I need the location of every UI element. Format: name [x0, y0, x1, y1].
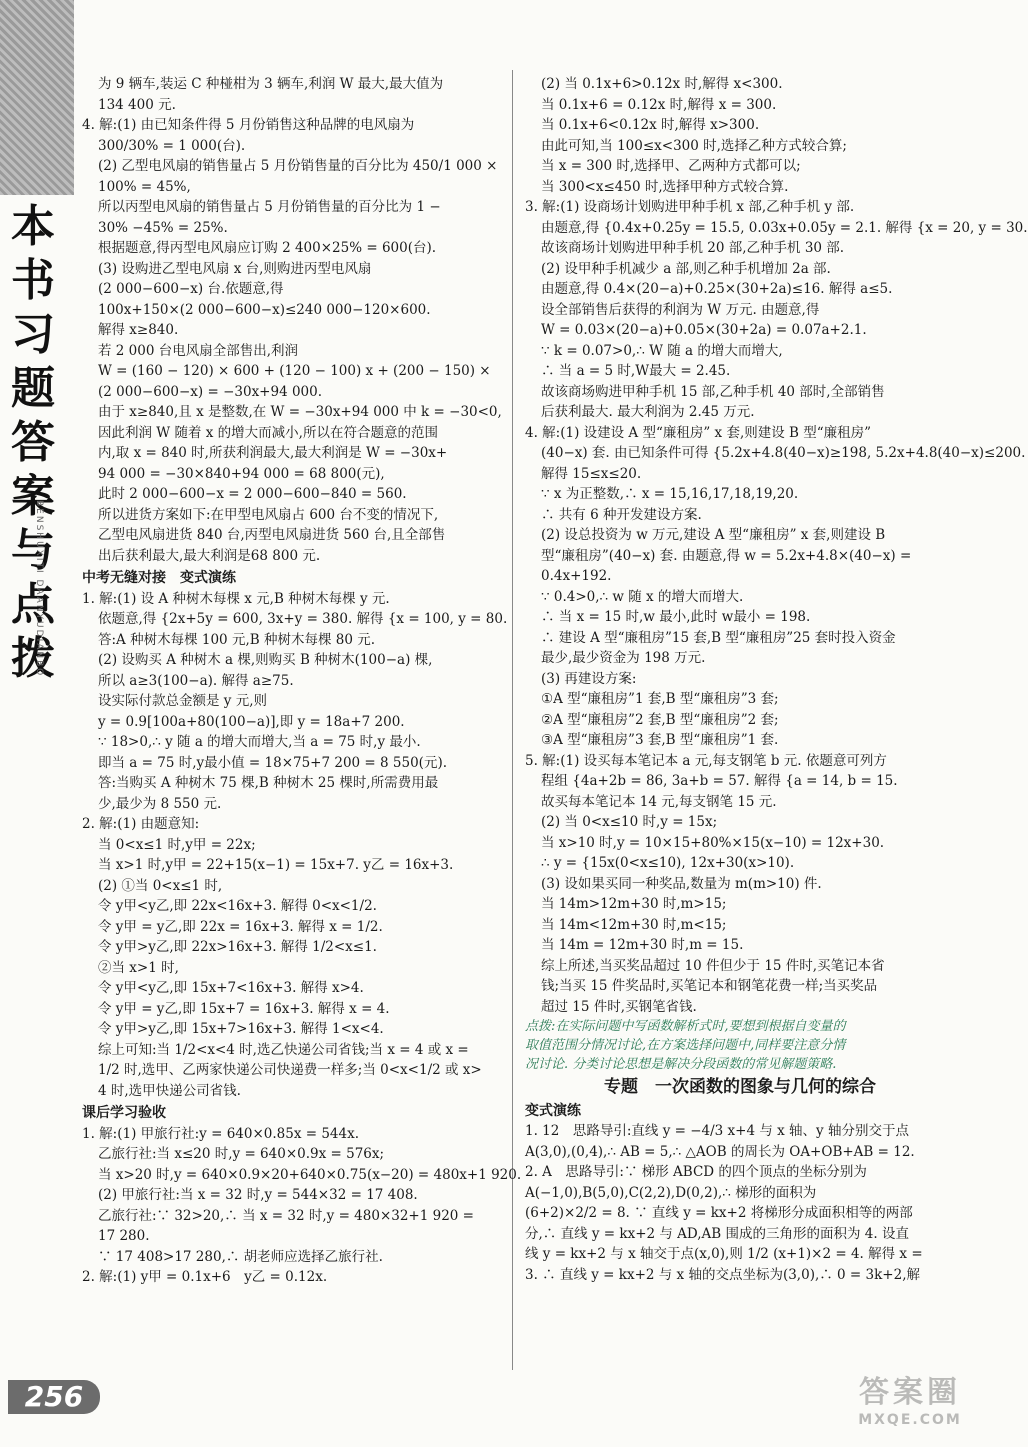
text-line: 当 14m<12m+30 时,m<15; — [541, 916, 727, 933]
section-heading: 中考无缝对接 变式演练 — [82, 570, 236, 586]
text-line: (3) 再建设方案: — [541, 670, 637, 687]
text-line: 4. 解:(1) 由已知条件得 5 月份销售这种品牌的电风扇为 — [82, 117, 415, 133]
text-line: 5. 解:(1) 设买每本笔记本 a 元,每支钢笔 b 元. 依题意可列方 — [525, 752, 887, 769]
text-line: 所以丙型电风扇的销售量占 5 月份销售量的百分比为 1 − — [98, 199, 441, 215]
text-line: 2. 解:(1) 由题意知: — [82, 816, 200, 832]
text-line: 答:当购买 A 种树木 75 棵,B 种树木 25 棵时,所需费用最 — [98, 775, 439, 791]
text-line: 解得 x≥840. — [98, 322, 179, 338]
text-line: ∵ 0.4>0,∴ w 随 x 的增大而增大. — [541, 588, 744, 605]
text-line: 为 9 辆车,装运 C 种椪柑为 3 辆车,利润 W 最大,最大值为 — [98, 76, 444, 92]
text-line: 当 x>20 时,y = 640×0.9×20+640×0.75(x−20) = 480x+1 920. — [98, 1166, 522, 1183]
text-line: 程组 {4a+2b = 86, 3a+b = 57. 解得 {a = 14, b = 15. — [541, 773, 898, 789]
text-line: 1. 解:(1) 甲旅行社:y = 640×0.85x = 544x. — [82, 1125, 360, 1142]
tip-line: 点拨:在实际问题中写函数解析式时,要想到根据自变量的 — [525, 1019, 846, 1034]
text-line: 4. 解:(1) 设建设 A 型“廉租房” x 套,则建设 B 型“廉租房” — [525, 424, 872, 441]
text-line: W = (160 − 120) × 600 + (120 − 100) x + (200 − 150) × — [98, 363, 491, 379]
text-line: 2. A 思路导引:∵ 梯形 ABCD 的四个顶点的坐标分别为 — [525, 1164, 867, 1180]
text-line: ∴ 共有 6 种开发建设方案. — [541, 506, 702, 523]
text-line: W = 0.03×(20−a)+0.05×(30+2a) = 0.07a+2.1. — [541, 322, 867, 338]
text-line: 若 2 000 台电风扇全部售出,利润 — [98, 342, 299, 359]
left-column — [82, 74, 522, 1288]
text-line: 1. 12 思路导引:直线 y = −4/3 x+4 与 x 轴、y 轴分别交于点 — [525, 1123, 909, 1139]
text-line: (2) 乙型电风扇的销售量占 5 月份销售量的百分比为 450/1 000 × — [98, 158, 498, 174]
text-line: 所以进货方案如下:在甲型电风扇占 600 台不变的情况下, — [98, 506, 439, 523]
text-line: 1/2 时,选甲、乙两家快递公司快递费一样多;当 0<x<1/2 或 x> — [98, 1062, 482, 1078]
text-line: 乙旅行社:∵ 32>20,∴ 当 x = 32 时,y = 480×32+1 920 = — [98, 1207, 474, 1224]
book-title-pinyin: BENSHUXITI DAANYUDIANBO — [34, 500, 44, 678]
text-line: ∴ y = {15x(0<x≤10), 12x+30(x>10). — [541, 855, 795, 871]
text-line: 30% −45% = 25%. — [98, 219, 228, 236]
text-line: (3) 设购进乙型电风扇 x 台,则购进丙型电风扇 — [98, 260, 372, 277]
text-line: (2) 设购买 A 种树木 a 棵,则购买 B 种树木(100−a) 棵, — [98, 652, 433, 668]
text-line: (2) 甲旅行社:当 x = 32 时,y = 544×32 = 17 408. — [98, 1187, 418, 1203]
text-line: ①A 型“廉租房”1 套,B 型“廉租房”3 套; — [541, 691, 779, 707]
text-line: ②A 型“廉租房”2 套,B 型“廉租房”2 套; — [541, 711, 779, 728]
text-line: 3. 解:(1) 设商场计划购进甲种手机 x 部,乙种手机 y 部. — [525, 199, 855, 215]
text-line: 分,∴ 直线 y = kx+2 与 AD,AB 围成的三角形的面积为 4. 设直 — [525, 1225, 909, 1242]
right-column — [525, 74, 1028, 1285]
text-line: (6+2)×2/2 = 8. ∵ 直线 y = kx+2 将梯形分成面积相等的两部 — [525, 1205, 913, 1221]
text-line: 出后获利最大,最大利润是68 800 元. — [98, 547, 321, 564]
text-line: 当 0<x≤1 时,y甲 = 22x; — [98, 836, 256, 853]
text-line: 设全部销售后获得的利润为 W 万元. 由题意,得 — [541, 301, 820, 318]
text-line: (40−x) 套. 由已知条件可得 {5.2x+4.8(40−x)≥198, 5.2x+4.8(40−x)≤200. — [541, 445, 1026, 461]
text-line: 2. 解:(1) y甲 = 0.1x+6 y乙 = 0.12x. — [82, 1269, 328, 1285]
text-line: 因此利润 W 随着 x 的增大而减小,所以在符合题意的范围 — [98, 424, 438, 441]
text-line: 17 280. — [98, 1228, 150, 1244]
text-line: 令 y甲>y乙,即 15x+7>16x+3. 解得 1<x<4. — [98, 1021, 384, 1037]
text-line: 令 y甲 = y乙,即 22x = 16x+3. 解得 x = 1/2. — [98, 918, 383, 935]
text-line: 型“廉租房”(40−x) 套. 由题意,得 w = 5.2x+4.8×(40−x) = — [541, 547, 912, 564]
text-line: (2) 设甲种手机减少 a 部,则乙种手机增加 2a 部. — [541, 260, 831, 277]
text-line: 乙旅行社:当 x≤20 时,y = 640×0.9x = 576x; — [98, 1146, 385, 1162]
text-line: 当 x>1 时,y甲 = 22+15(x−1) = 15x+7. y乙 = 16x+3. — [98, 857, 454, 873]
text-line: 设实际付款总金额是 y 元,则 — [98, 693, 268, 709]
text-line: (2 000−600−x) 台.依题意,得 — [98, 281, 284, 297]
text-line: 所以 a≥3(100−a). 解得 a≥75. — [98, 672, 294, 689]
text-line: ∵ k = 0.07>0,∴ W 随 a 的增大而增大, — [541, 342, 783, 359]
text-line: 综上可知:当 1/2<x<4 时,选乙快递公司省钱;当 x = 4 或 x = — [98, 1041, 469, 1058]
text-line: 当 0.1x+6<0.12x 时,解得 x>300. — [541, 117, 760, 133]
watermark-logo: 答案圈 MXQE.COM — [858, 1375, 962, 1428]
text-line: ∴ 建设 A 型“廉租房”15 套,B 型“廉租房”25 套时投入资金 — [541, 629, 896, 646]
text-line: ③A 型“廉租房”3 套,B 型“廉租房”1 套. — [541, 732, 779, 748]
text-line: 当 x = 300 时,选择甲、乙两种方式都可以; — [541, 158, 801, 174]
text-line: 综上所述,当买奖品超过 10 件但少于 15 件时,买笔记本省 — [541, 957, 885, 974]
text-line: 后获利最大. 最大利润为 2.45 万元. — [541, 404, 755, 420]
text-line: 300/30% = 1 000(台). — [98, 137, 246, 154]
text-line: 令 y甲>y乙,即 22x>16x+3. 解得 1/2<x≤1. — [98, 939, 377, 955]
text-line: 解得 15≤x≤20. — [541, 465, 642, 482]
text-line: 当 300<x≤450 时,选择甲种方式较合算. — [541, 178, 789, 195]
text-line: ∴ 当 a = 5 时,W最大 = 2.45. — [541, 363, 731, 379]
text-line: ∴ 当 x = 15 时,w 最小,此时 w最小 = 198. — [541, 609, 811, 625]
text-line: 即当 a = 75 时,y最小值 = 18×75+7 200 = 8 550(元). — [98, 754, 448, 771]
text-line: 1. 解:(1) 设 A 种树木每棵 x 元,B 种树木每棵 y 元. — [82, 590, 390, 607]
text-line: (3) 设如果买同一种奖品,数量为 m(m>10) 件. — [541, 875, 822, 892]
text-line: 当 0.1x+6 = 0.12x 时,解得 x = 300. — [541, 96, 777, 113]
section-heading: 变式演练 — [525, 1102, 581, 1119]
text-line: (2 000−600−x) = −30x+94 000. — [98, 383, 323, 400]
text-line: 当 x>10 时,y = 10×15+80%×15(x−10) = 12x+30. — [541, 834, 885, 851]
text-line: 线 y = kx+2 与 x 轴交于点(x,0),则 1/2 (x+1)×2 = 4. 解得 x = — [525, 1246, 923, 1262]
text-line: 乙型电风扇进货 840 台,丙型电风扇进货 560 台,且全部售 — [98, 527, 446, 543]
section-heading: 课后学习验收 — [82, 1105, 166, 1121]
text-line: 由于 x≥840,且 x 是整数,在 W = −30x+94 000 中 k = −30<0, — [98, 404, 502, 420]
tip-line: 取值范围分情况讨论,在方案选择问题中,同样要注意分情 — [525, 1038, 846, 1053]
text-line: 94 000 = −30×840+94 000 = 68 800(元), — [98, 465, 385, 482]
text-line: 4 时,选甲快递公司省钱. — [98, 1082, 241, 1099]
text-line: 令 y甲 = y乙,即 15x+7 = 16x+3. 解得 x = 4. — [98, 1000, 390, 1017]
text-line: 钱;当买 15 件奖品时,买笔记本和钢笔花费一样;当买奖品 — [541, 978, 878, 994]
text-line: 0.4x+192. — [541, 568, 612, 584]
tip-line: 况讨论. 分类讨论思想是解决分段函数的常见解题策略. — [525, 1057, 837, 1072]
section-heading: 专题 一次函数的图象与几何的综合 — [604, 1077, 876, 1097]
text-line: 100% = 45%, — [98, 178, 191, 195]
book-title: 本书习题答案与点拨 — [11, 201, 55, 684]
sidebar — [0, 0, 74, 1447]
text-line: 内,取 x = 840 时,所获利润最大,最大利润是 W = −30x+ — [98, 445, 448, 461]
text-line: 根据题意,得丙型电风扇应订购 2 400×25% = 600(台). — [98, 240, 437, 256]
text-line: y = 0.9[100a+80(100−a)],即 y = 18a+7 200. — [98, 713, 405, 730]
text-line: 3. ∴ 直线 y = kx+2 与 x 轴的交点坐标为(3,0),∴ 0 = 3k+2,解 — [525, 1266, 920, 1283]
text-line: 由题意,得 0.4×(20−a)+0.25×(30+2a)≤16. 解得 a≤5. — [541, 281, 893, 297]
text-line: 最少,最少资金为 198 万元. — [541, 650, 706, 666]
text-line: A(3,0),(0,4),∴ AB = 5,∴ △AOB 的周长为 OA+OB+AB = 12. — [525, 1143, 915, 1160]
text-line: 故该商场计划购进甲种手机 20 部,乙种手机 30 部. — [541, 240, 845, 256]
text-line: (2) 当 0.1x+6>0.12x 时,解得 x<300. — [541, 76, 783, 92]
text-line: 超过 15 件时,买钢笔省钱. — [541, 998, 697, 1015]
text-line: 依题意,得 {2x+5y = 600, 3x+y = 380. 解得 {x = 100, y = 80. — [98, 611, 508, 627]
text-line: 当 14m = 12m+30 时,m = 15. — [541, 937, 744, 953]
text-line: (2) 设总投资为 w 万元,建设 A 型“廉租房” x 套,则建设 B — [541, 527, 886, 543]
sidebar-pattern — [0, 0, 74, 195]
text-line: 故该商场购进甲种手机 15 部,乙种手机 40 部时,全部销售 — [541, 383, 885, 400]
text-line: 当 14m>12m+30 时,m>15; — [541, 896, 727, 912]
text-line: 100x+150×(2 000−600−x)≤240 000−120×600. — [98, 301, 431, 318]
text-line: 令 y甲<y乙,即 15x+7<16x+3. 解得 x>4. — [98, 980, 364, 996]
page-number: 256 — [8, 1380, 100, 1414]
text-line: 此时 2 000−600−x = 2 000−600−840 = 560. — [98, 486, 407, 502]
text-line: 答:A 种树木每棵 100 元,B 种树木每棵 80 元. — [98, 631, 375, 648]
text-line: 故买每本笔记本 14 元,每支钢笔 15 元. — [541, 793, 777, 810]
text-line: 少,最少为 8 550 元. — [98, 795, 222, 812]
text-line: (2) 当 0<x≤10 时,y = 15x; — [541, 814, 718, 830]
text-line: ∵ 17 408>17 280,∴ 胡老师应选择乙旅行社. — [98, 1248, 383, 1265]
text-line: ②当 x>1 时, — [98, 959, 179, 976]
text-line: 由题意,得 {0.4x+0.25y = 15.5, 0.03x+0.05y = 2.1. 解得 {x = 20, y = 30. — [541, 219, 1028, 236]
text-line: 134 400 元. — [98, 96, 176, 113]
text-line: 由此可知,当 100≤x<300 时,选择乙种方式较合算; — [541, 137, 847, 154]
text-line: ∵ x 为正整数,∴ x = 15,16,17,18,19,20. — [541, 486, 799, 502]
text-line: A(−1,0),B(5,0),C(2,2),D(0,2),∴ 梯形的面积为 — [525, 1184, 817, 1201]
text-line: ∵ 18>0,∴ y 随 a 的增大而增大,当 a = 75 时,y 最小. — [98, 734, 421, 750]
text-line: (2) ①当 0<x≤1 时, — [98, 877, 223, 894]
text-line: 令 y甲<y乙,即 22x<16x+3. 解得 0<x<1/2. — [98, 898, 377, 914]
